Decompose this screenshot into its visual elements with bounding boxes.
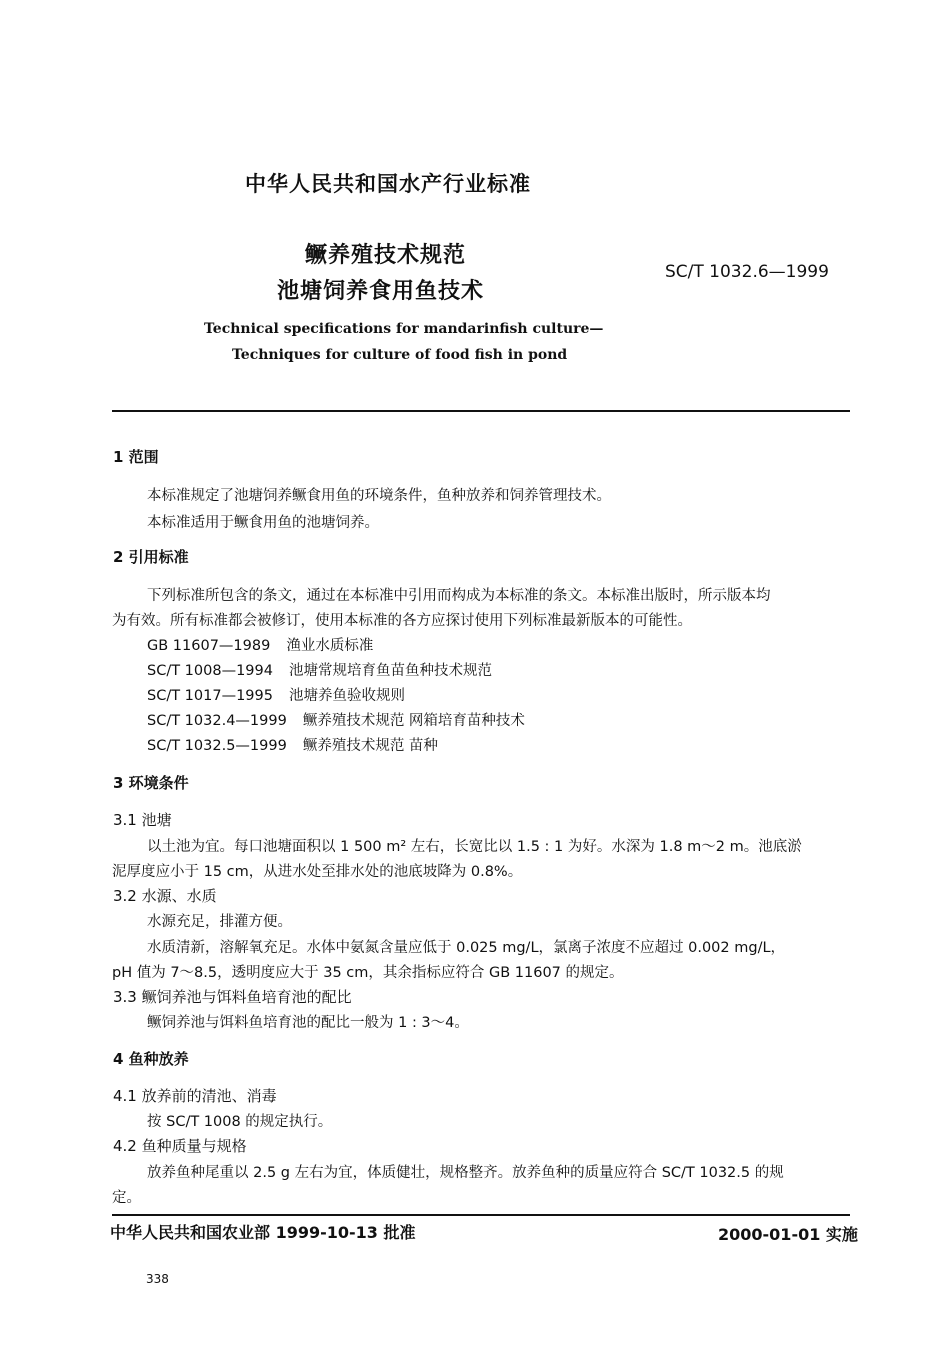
- section-4-2-heading: 4.2 鱼种质量与规格: [113, 1137, 247, 1155]
- section-3-3-heading: 3.3 鳜饲养池与饵料鱼培育池的配比: [113, 988, 352, 1006]
- section-3-1-line-2: 泥厚度应小于 15 cm，从进水处至排水处的池底坡降为 0.8%。: [112, 864, 523, 880]
- section-1-heading: 1 范围: [113, 448, 159, 466]
- title-cn-line2: 池塘饲养食用鱼技术: [277, 279, 485, 304]
- footer-divider: [112, 1214, 850, 1216]
- standard-code: SC/T 1032.6—1999: [665, 262, 829, 282]
- section-3-2-heading: 3.2 水源、水质: [113, 887, 217, 905]
- reference-title: 鳜养殖技术规范 苗种: [302, 738, 438, 754]
- standard-org-heading: 中华人民共和国水产行业标准: [245, 172, 531, 196]
- section-4-2-line-2: 定。: [112, 1190, 141, 1206]
- section-4-heading: 4 鱼种放养: [113, 1050, 189, 1068]
- title-en-line2: Techniques for culture of food fish in pond: [232, 347, 568, 363]
- reference-code: SC/T 1008—1994: [147, 663, 273, 679]
- approval-statement: 中华人民共和国农业部 1999-10-13 批准: [110, 1223, 416, 1242]
- reference-code: SC/T 1032.4—1999: [147, 713, 287, 729]
- section-3-2-paragraph-2-line-2: pH 值为 7～8.5，透明度应大于 35 cm，其余指标应符合 GB 11607 的规定。: [112, 965, 624, 981]
- header-divider: [112, 410, 850, 412]
- section-1-paragraph-1: 本标准规定了池塘饲养鳜食用鱼的环境条件，鱼种放养和饲养管理技术。: [147, 488, 611, 504]
- reference-item: [147, 709, 525, 730]
- reference-item: [147, 634, 373, 655]
- reference-code: SC/T 1017—1995: [147, 688, 273, 704]
- implementation-date: 2000-01-01 实施: [718, 1225, 858, 1244]
- reference-title: 池塘养鱼验收规则: [288, 688, 405, 704]
- reference-title: 鳜养殖技术规范 网箱培育苗种技术: [302, 713, 525, 729]
- section-1-paragraph-2: 本标准适用于鳜食用鱼的池塘饲养。: [147, 515, 379, 531]
- section-2-heading: 2 引用标准: [113, 548, 189, 566]
- section-3-1-heading: 3.1 池塘: [113, 811, 172, 829]
- section-4-2-line-1: 放养鱼种尾重以 2.5 g 左右为宜，体质健壮，规格整齐。放养鱼种的质量应符合 SC/T 1032.5 的规: [147, 1165, 784, 1181]
- section-3-3-paragraph: 鳜饲养池与饵料鱼培育池的配比一般为 1 : 3～4。: [147, 1015, 469, 1031]
- title-cn-line1: 鳜养殖技术规范: [305, 243, 467, 268]
- reference-item: [147, 734, 438, 755]
- reference-title: 渔业水质标准: [286, 638, 374, 654]
- reference-item: [147, 684, 405, 705]
- reference-code: GB 11607—1989: [147, 638, 271, 654]
- page-number: 338: [146, 1272, 169, 1286]
- reference-title: 池塘常规培育鱼苗鱼种技术规范: [288, 663, 492, 679]
- reference-code: SC/T 1032.5—1999: [147, 738, 287, 754]
- title-en-line1: Technical specifications for mandarinfish culture—: [204, 321, 604, 337]
- section-4-1-heading: 4.1 放养前的清池、消毒: [113, 1087, 277, 1105]
- section-3-1-line-1: 以土池为宜。每口池塘面积以 1 500 m² 左右，长宽比以 1.5 : 1 为好。水深为 1.8 m～2 m。池底淤: [147, 839, 802, 855]
- section-3-2-paragraph-1: 水源充足，排灌方便。: [147, 914, 292, 930]
- section-4-1-paragraph: 按 SC/T 1008 的规定执行。: [147, 1114, 333, 1130]
- section-3-2-paragraph-2-line-1: 水质清新，溶解氧充足。水体中氨氮含量应低于 0.025 mg/L，氯离子浓度不应超过 0.002 mg/L，: [147, 940, 786, 956]
- reference-item: [147, 659, 492, 680]
- section-2-paragraph-line-2: 为有效。所有标准都会被修订，使用本标准的各方应探讨使用下列标准最新版本的可能性。: [112, 613, 692, 629]
- section-2-paragraph-line-1: 下列标准所包含的条文，通过在本标准中引用而构成为本标准的条文。本标准出版时，所示版本均: [147, 588, 771, 604]
- section-3-heading: 3 环境条件: [113, 774, 189, 792]
